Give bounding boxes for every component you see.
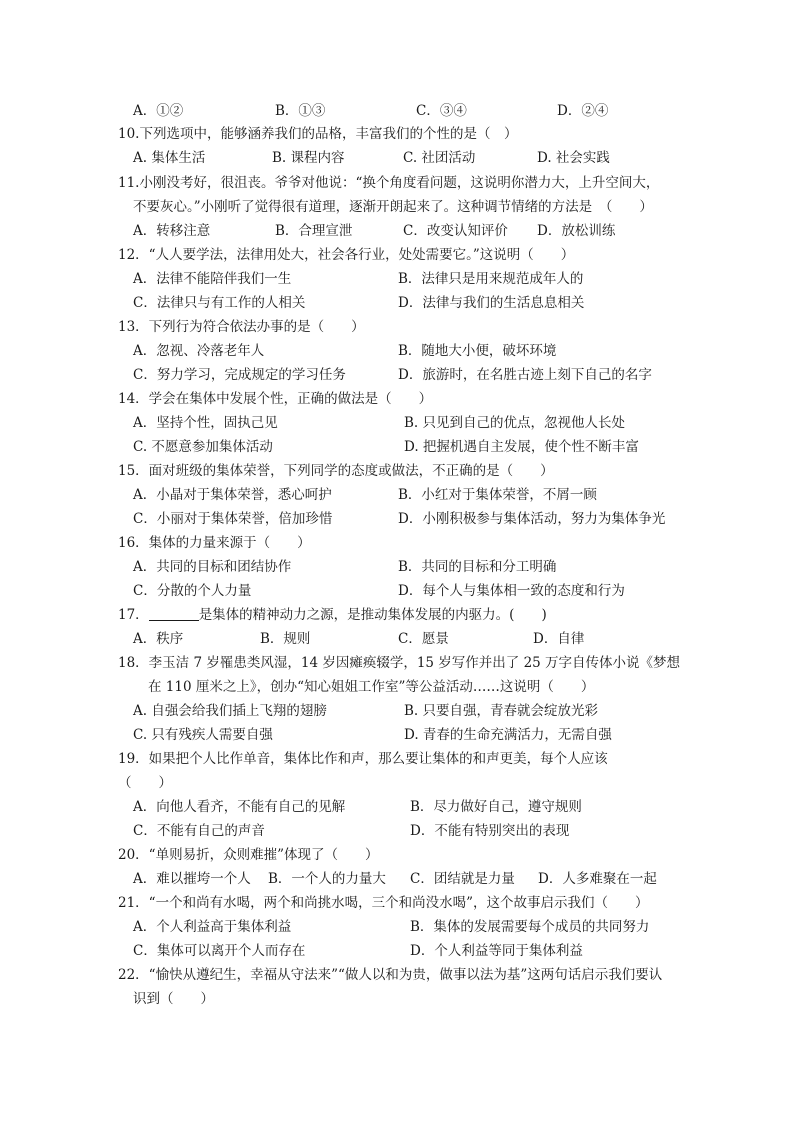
q9-option-c: C．③④ bbox=[416, 103, 467, 119]
q14-stem: 14．学会在集体中发展个性，正确的做法是（ ） bbox=[118, 391, 433, 407]
q15-option-b: B．小红对于集体荣誉，不屑一顾 bbox=[398, 487, 597, 503]
q21-option-c: C．集体可以离开个人而存在 bbox=[133, 943, 306, 959]
q15-option-c: C．小丽对于集体荣誉，倍加珍惜 bbox=[133, 511, 333, 527]
q10-option-b: B. 课程内容 bbox=[272, 150, 345, 166]
q20-option-b: B．一个人的力量大 bbox=[268, 871, 386, 887]
q15-stem: 15．面对班级的集体荣誉，下列同学的态度或做法，不正确的是（ ） bbox=[118, 463, 554, 479]
q17-stem-suffix: 是集体的精神动力之源，是推动集体发展的内驱力。( ) bbox=[198, 607, 547, 623]
q21-option-d: D．个人利益等同于集体利益 bbox=[410, 943, 583, 959]
q14-option-d: D. 把握机遇自主发展，使个性不断丰富 bbox=[404, 439, 639, 455]
q13-option-d: D．旅游时，在名胜古迹上刻下自己的名字 bbox=[398, 367, 652, 383]
q15-option-d: D．小刚积极参与集体活动，努力为集体争光 bbox=[398, 511, 666, 527]
q11-option-d: D．放松训练 bbox=[537, 223, 616, 239]
q18-stem-line1: 18．李玉洁 7 岁罹患类风湿，14 岁因瘫痪辍学，15 岁写作并出了 25 万字自传体小说《梦想 bbox=[118, 655, 681, 671]
q20-option-d: D．人多难聚在一起 bbox=[538, 871, 657, 887]
q17-option-c: C．愿景 bbox=[398, 631, 449, 647]
q13-stem: 13．下列行为符合依法办事的是（ ） bbox=[118, 319, 365, 335]
q15-option-a: A．小晶对于集体荣誉，悉心呵护 bbox=[133, 487, 332, 503]
q10-option-a: A. 集体生活 bbox=[133, 150, 206, 166]
q17-option-b: B．规则 bbox=[260, 631, 311, 647]
q16-option-a: A．共同的目标和团结协作 bbox=[133, 559, 292, 575]
q18-stem-line2: 在 110 厘米之上》，创办“知心姐姐工作室”等公益活动……这说明（ ） bbox=[148, 679, 595, 695]
q12-option-c: C．法律只与有工作的人相关 bbox=[133, 295, 306, 311]
q20-option-a: A．难以摧垮一个人 bbox=[133, 871, 251, 887]
q18-option-b: B. 只要自强，青春就会绽放光彩 bbox=[404, 703, 599, 719]
q11-option-a: A．转移注意 bbox=[133, 223, 211, 239]
q19-option-b: B．尽力做好自己，遵守规则 bbox=[410, 799, 582, 815]
q18-option-c: C. 只有残疾人需要自强 bbox=[133, 727, 273, 743]
q19-option-a: A．向他人看齐，不能有自己的见解 bbox=[133, 799, 346, 815]
q9-option-b: B．①③ bbox=[275, 103, 326, 119]
q20-stem: 20．“单则易折，众则难摧”体现了（ ） bbox=[118, 847, 379, 863]
q16-option-d: D．每个人与集体相一致的态度和行为 bbox=[398, 583, 625, 599]
q18-option-d: D. 青春的生命充满活力，无需自强 bbox=[404, 727, 612, 743]
q12-option-a: A．法律不能陪伴我们一生 bbox=[133, 271, 292, 287]
q16-option-b: B．共同的目标和分工明确 bbox=[398, 559, 557, 575]
q21-stem: 21．“一个和尚有水喝，两个和尚挑水喝，三个和尚没水喝”，这个故事启示我们（ ） bbox=[118, 895, 649, 911]
q17-stem bbox=[118, 603, 547, 627]
q21-option-a: A．个人利益高于集体利益 bbox=[133, 919, 292, 935]
q17-blank bbox=[149, 606, 199, 621]
q20-option-c: C．团结就是力量 bbox=[410, 871, 515, 887]
q17-stem-prefix: 17． bbox=[118, 607, 149, 623]
q10-option-d: D. 社会实践 bbox=[537, 150, 610, 166]
q11-option-c: C．改变认知评价 bbox=[403, 223, 508, 239]
q16-option-c: C．分散的个人力量 bbox=[133, 583, 252, 599]
q12-stem: 12．“人人要学法，法律用处大，社会各行业，处处需要它。”这说明（ ） bbox=[118, 247, 575, 263]
q10-stem: 10.下列选项中，能够涵养我们的品格，丰富我们的个性的是（ ） bbox=[118, 126, 518, 142]
q19-option-c: C．不能有自己的声音 bbox=[133, 823, 265, 839]
q22-stem-line2: 识到（ ） bbox=[133, 991, 214, 1007]
q17-option-d: D．自律 bbox=[533, 631, 585, 647]
q14-option-c: C. 不愿意参加集体活动 bbox=[133, 439, 273, 455]
q12-option-d: D．法律与我们的生活息息相关 bbox=[398, 295, 585, 311]
q18-option-a: A. 自强会给我们插上飞翔的翅膀 bbox=[133, 703, 327, 719]
q12-option-b: B．法律只是用来规范成年人的 bbox=[398, 271, 584, 287]
q19-option-d: D．不能有特别突出的表现 bbox=[410, 823, 570, 839]
q21-option-b: B．集体的发展需要每个成员的共同努力 bbox=[410, 919, 650, 935]
q14-option-a: A．坚持个性，固执己见 bbox=[133, 415, 278, 431]
q16-stem: 16．集体的力量来源于（ ） bbox=[118, 535, 311, 551]
q9-option-a: A．①② bbox=[133, 103, 184, 119]
q19-stem-line1: 19．如果把个人比作单音，集体比作和声，那么要让集体的和声更美，每个人应该 bbox=[118, 751, 608, 767]
q9-option-d: D．②④ bbox=[557, 103, 609, 119]
q11-stem-line1: 11.小刚没考好，很沮丧。爷爷对他说：“换个角度看问题，这说明你潜力大，上升空间大， bbox=[118, 175, 660, 191]
q11-stem-line2: 不要灰心。”小刚听了觉得很有道理，逐渐开朗起来了。这种调节情绪的方法是 （ ） bbox=[133, 199, 653, 215]
q10-option-c: C. 社团活动 bbox=[403, 150, 476, 166]
q22-stem-line1: 22．“愉快从遵纪生，幸福从守法来”“做人以和为贵，做事以法为基”这两句话启示我们要认 bbox=[118, 967, 663, 983]
q14-option-b: B. 只见到自己的优点，忽视他人长处 bbox=[404, 415, 626, 431]
q17-option-a: A．秩序 bbox=[133, 631, 184, 647]
q13-option-b: B．随地大小便，破坏环境 bbox=[398, 343, 557, 359]
q11-option-b: B．合理宣泄 bbox=[275, 223, 353, 239]
q19-stem-line2: （ ） bbox=[118, 775, 172, 791]
q13-option-c: C．努力学习，完成规定的学习任务 bbox=[133, 367, 346, 383]
q13-option-a: A．忽视、冷落老年人 bbox=[133, 343, 265, 359]
